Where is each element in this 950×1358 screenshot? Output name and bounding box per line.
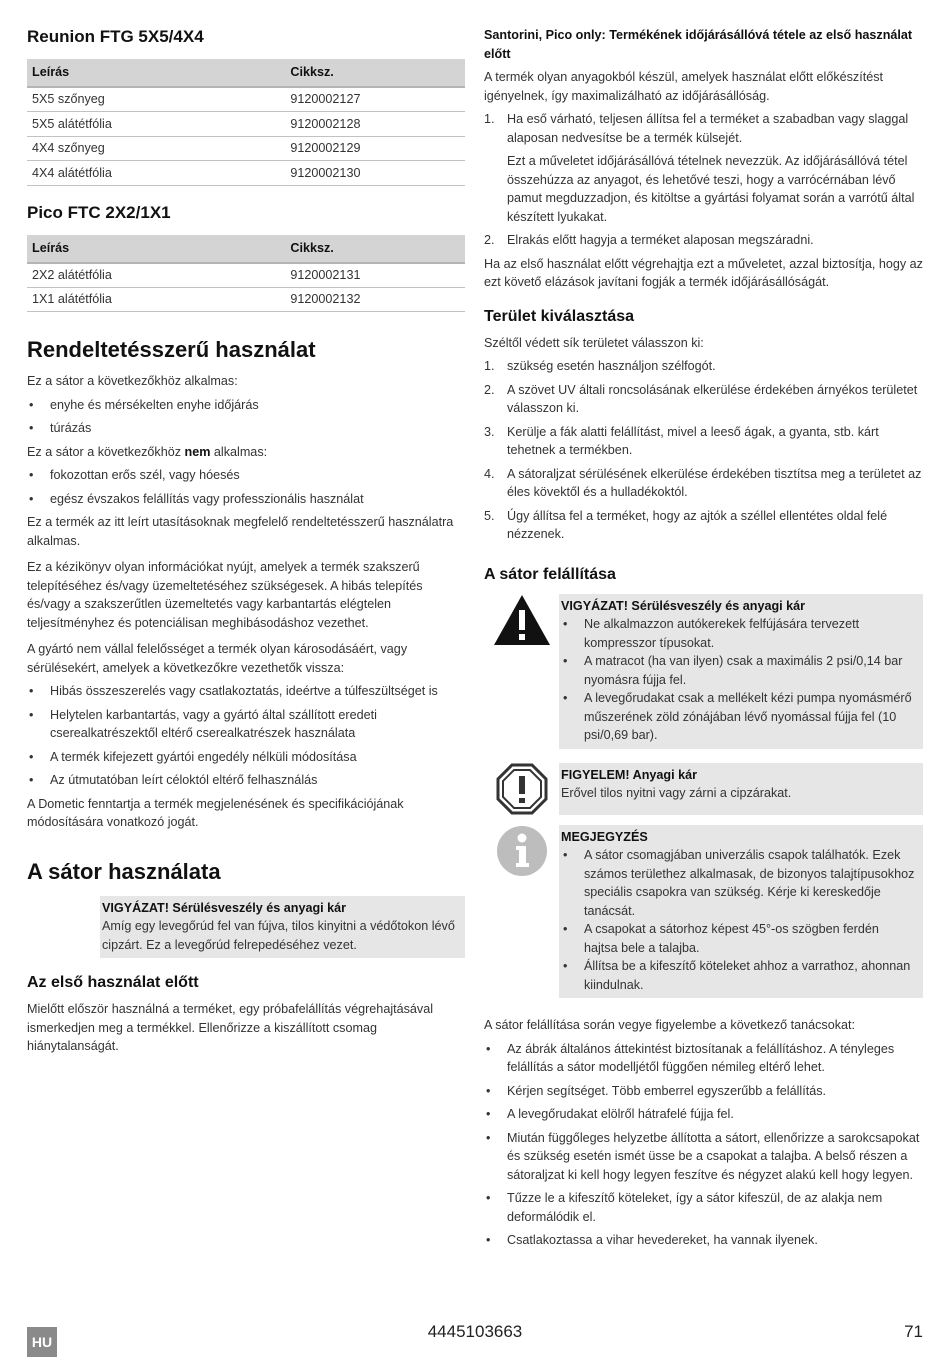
intended-paragraph-3: A gyártó nem vállal felelősséget a termék olyan károsodásáért, vagy sérülésekért, amelyek a következőkre vezethetők vissza: (27, 642, 408, 675)
right-column (484, 26, 923, 1255)
list-item: • Az ábrák általános áttekintést biztosítanak a felállításhoz. A tényleges felállítás a sátor modelljétől függően némileg eltérő lehet. (484, 1040, 923, 1077)
usage-heading: A sátor használata (27, 858, 221, 884)
step-number: 2. (484, 233, 495, 247)
table2-title: Pico FTC 2X2/1X1 (27, 202, 171, 222)
octagon-exclamation-icon (496, 763, 548, 815)
list-item: • Csatlakoztassa a vihar hevedereket, ha vannak ilyenek. (484, 1231, 923, 1250)
list-item: • túrázás (27, 419, 465, 438)
note-icon-wrap (484, 825, 559, 999)
list-item: • enyhe és mérsékelten enyhe időjárás (27, 396, 465, 415)
list-item: • Kérjen segítséget. Több emberrel egyszerűbb a felállítás. (484, 1082, 923, 1101)
list-item: • Hibás összeszerelés vagy csatlakoztatás, ideértve a túlfeszültséget is (27, 682, 465, 701)
left-column (27, 26, 465, 1061)
list-item: • Állítsa be a kifeszítő köteleket ahhoz a varrathoz, ahonnan kiindulnak. (561, 957, 915, 994)
step-text: Elrakás előtt hagyja a terméket alaposan megszáradni. (507, 233, 814, 247)
warning-icon-wrap (484, 594, 559, 749)
weatherproof-intro: A termék olyan anyagokból készül, amelyek használat előtt előkészítést igényelnek, így maximalizálható az időjárásállóság. (484, 70, 884, 103)
table-row (27, 87, 465, 112)
setup-heading: A sátor felállítása (484, 565, 616, 583)
table1-title: Reunion FTG 5X5/4X4 (27, 27, 204, 46)
list-item (484, 465, 923, 502)
caution-title: VIGYÁZAT! Sérülésveszély és anyagi kár (561, 598, 806, 613)
list-item (484, 357, 923, 376)
caution-box (100, 896, 465, 959)
parts-table-pico (27, 235, 465, 313)
list-item: • egész évszakos felállítás vagy professzionális használat (27, 490, 465, 509)
area-heading: Terület kiválasztása (484, 307, 635, 325)
list-item: • A matracot (ha van ilyen) csak a maximális 2 psi/0,14 bar nyomásra fújja fel. (561, 652, 915, 689)
setup-caution-notice (484, 594, 923, 749)
cell-code: 9120002128 (285, 112, 465, 137)
step-text: A sátoraljzat sérülésének elkerülése érdekében tisztítsa meg a területet az éles kövektől és a hulladékoktól. (507, 466, 922, 499)
list-item (484, 381, 923, 418)
table-row (27, 263, 465, 288)
list-item: • fokozottan erős szél, vagy hóesés (27, 466, 465, 485)
cell-code: 9120002131 (285, 263, 465, 288)
cell-code: 9120002129 (285, 136, 465, 161)
first-use-text: Mielőtt először használná a terméket, egy próbafelállítás végrehajtásával ismerkedjen meg a termékkel. Ellenőrizze a kiszállított csomag hiánytalanságát. (27, 1002, 434, 1053)
tips-list (484, 1040, 923, 1250)
list-item: • Az útmutatóban leírt céloktól eltérő felhasználás (27, 771, 465, 790)
caution-title: VIGYÁZAT! Sérülésveszély és anyagi kár (102, 900, 347, 915)
unsuitable-intro-post: alkalmas: (210, 444, 268, 459)
usage-caution-notice (27, 896, 465, 959)
weatherproof-outro: Ha az első használat előtt végrehajtja ezt a műveletet, azzal biztosítja, hogy az ezt követő elázások javítani fogják a termék időjárásállóságát. (484, 256, 923, 289)
setup-note (484, 825, 923, 999)
table-row (27, 112, 465, 137)
cell-code: 9120002127 (285, 87, 465, 112)
list-item (484, 110, 923, 226)
warning-triangle-icon (493, 594, 551, 646)
note-list (561, 846, 915, 994)
area-steps (484, 357, 923, 544)
intended-paragraph-4: A Dometic fenntartja a termék megjelenésének és specifikációjának módosítására vonatkozó jogát. (27, 796, 404, 829)
notice-text: Erővel tilos nyitni vagy zárni a cipzárakat. (561, 786, 792, 800)
step-text: Ha eső várható, teljesen állítsa fel a terméket a szabadban vagy slaggal alaposan nedvesítse be a termék külsejét. (507, 112, 909, 145)
step-text: Kerülje a fák alatti felállítást, mivel a leeső ágak, a gyanta, stb. kárt tehetnek a termékben. (507, 424, 879, 457)
column-header-description: Leírás (27, 59, 285, 87)
language-badge: HU (27, 1327, 57, 1357)
step-number: 4. (484, 466, 495, 481)
step-number: 1. (484, 112, 495, 126)
list-item: • A csapokat a sátorhoz képest 45°-os szögben ferdén hajtsa bele a talajba. (561, 920, 915, 957)
notice-title: FIGYELEM! Anyagi kár (561, 767, 697, 782)
intended-use-heading: Rendeltetésszerű használat (27, 337, 316, 362)
weatherproof-steps (484, 110, 923, 250)
caution-box (559, 594, 923, 749)
caution-list (561, 615, 915, 745)
unsuitable-intro-bold: nem (184, 444, 211, 459)
caution-icon-placeholder (27, 896, 100, 959)
cell-description: 4X4 alátétfólia (27, 161, 285, 186)
step-text: szükség esetén használjon szélfogót. (507, 359, 716, 373)
list-item: • Helytelen karbantartás, vagy a gyártó által szállított eredeti cserealkatrészektől eltérő cserealkatrészek használata (27, 706, 465, 743)
list-item: • A termék kifejezett gyártói engedély nélküli módosítása (27, 748, 465, 767)
step-text: Úgy állítsa fel a terméket, hogy az ajtók a széllel ellentétes oldal felé nézzenek. (507, 508, 888, 541)
cell-code: 9120002130 (285, 161, 465, 186)
info-icon (496, 825, 548, 877)
list-item (484, 423, 923, 460)
cell-description: 5X5 alátétfólia (27, 112, 285, 137)
cell-code: 9120002132 (285, 287, 465, 312)
step-subtext: Ezt a műveletet időjárásállóvá tételnek nevezzük. Az időjárásállóvá tétel összehúzza az anyagot, és lehetővé teszi, hogy a varrócérnában lévő pamut megduzzadjon, és kitöltse a gyártási folyamat során a varrótű által készített lyukakat. (507, 154, 915, 224)
tips-intro: A sátor felállítása során vegye figyelembe a következő tanácsokat: (484, 1018, 856, 1032)
step-number: 3. (484, 424, 495, 439)
step-text: A szövet UV általi roncsolásának elkerülése érdekében árnyékos területet válasszon ki. (507, 382, 918, 415)
unsuitable-list (27, 466, 465, 508)
area-intro: Széltől védett sík területet válasszon ki: (484, 335, 704, 350)
list-item (484, 507, 923, 544)
weatherproof-heading: Santorini, Pico only: Termékének időjárásállóvá tétele az első használat előtt (484, 28, 913, 61)
list-item: • Ne alkalmazzon autókerekek felfújására tervezett kompresszor típusokat. (561, 615, 915, 652)
table-header-row (27, 59, 465, 87)
caution-text: Amíg egy levegőrúd fel van fújva, tilos kinyitni a védőtokon lévő cipzárt. Ez a levegőrúd felrepedéséhez vezet. (102, 919, 455, 952)
first-use-heading: Az első használat előtt (27, 974, 199, 991)
cell-description: 5X5 szőnyeg (27, 87, 285, 112)
list-item: • A sátor csomagjában univerzális csapok találhatók. Ezek számos területhez alkalmasak, de bizonyos talajtípusokhoz speciális csapokra van szükség. Kérje ki kereskedője tanácsát. (561, 846, 915, 920)
list-item: • A levegőrudakat csak a mellékelt kézi pumpa nyomásmérő műszerének zöld zónájában lévő nyomással fújja fel (10 psi/0,69 bar). (561, 689, 915, 745)
unsuitable-intro-pre: Ez a sátor a következőkhöz (27, 444, 185, 459)
step-number: 5. (484, 508, 495, 523)
table-row (27, 136, 465, 161)
parts-table-reunion (27, 59, 465, 186)
column-header-code: Cikksz. (285, 235, 465, 263)
cell-description: 2X2 alátétfólia (27, 263, 285, 288)
list-item: • Miután függőleges helyzetbe állította a sátort, ellenőrizze a sarokcsapokat és szükség esetén ismét üsse be a csapokat a talajba. A belső részen a sátoraljzat ki kell hogy legyen feszítve és négyzet alakú kell hogy legyen. (484, 1129, 923, 1185)
unsuitable-intro (27, 443, 465, 462)
table-row (27, 287, 465, 312)
intended-paragraph-2: Ez a kézikönyv olyan információkat nyújt, amelyek a termék szakszerű telepítéséhez és/vagy üzemeltetéséhez szükségesek. A hibás telepítés és/vagy a szakszerűtlen üzemeltetés vagy karbantartás elégtelen teljesítményhez és potenciálisan meghibásodáshoz vezethet. (27, 560, 423, 630)
notice-icon-wrap (484, 763, 559, 815)
liability-causes-list (27, 682, 465, 790)
notice-box (559, 763, 923, 815)
suitable-list (27, 396, 465, 438)
list-item: • Tűzze le a kifeszítő köteleket, így a sátor kifeszül, de az alakja nem deformálódik el. (484, 1189, 923, 1226)
intended-paragraph-1: Ez a termék az itt leírt utasításoknak megfelelő rendeltetésszerű használatra alkalmas. (27, 515, 454, 548)
cell-description: 1X1 alátétfólia (27, 287, 285, 312)
column-header-description: Leírás (27, 235, 285, 263)
step-number: 2. (484, 382, 495, 397)
cell-description: 4X4 szőnyeg (27, 136, 285, 161)
suitable-intro: Ez a sátor a következőkhöz alkalmas: (27, 374, 238, 388)
list-item: • A levegőrudakat elölről hátrafelé fújja fel. (484, 1105, 923, 1124)
column-header-code: Cikksz. (285, 59, 465, 87)
note-box (559, 825, 923, 999)
note-title: MEGJEGYZÉS (561, 829, 648, 844)
setup-notice (484, 763, 923, 815)
page-number: 71 (904, 1322, 923, 1341)
table-header-row (27, 235, 465, 263)
step-number: 1. (484, 359, 495, 373)
table-row (27, 161, 465, 186)
list-item (484, 231, 923, 250)
document-number: 4445103663 (427, 1322, 523, 1341)
